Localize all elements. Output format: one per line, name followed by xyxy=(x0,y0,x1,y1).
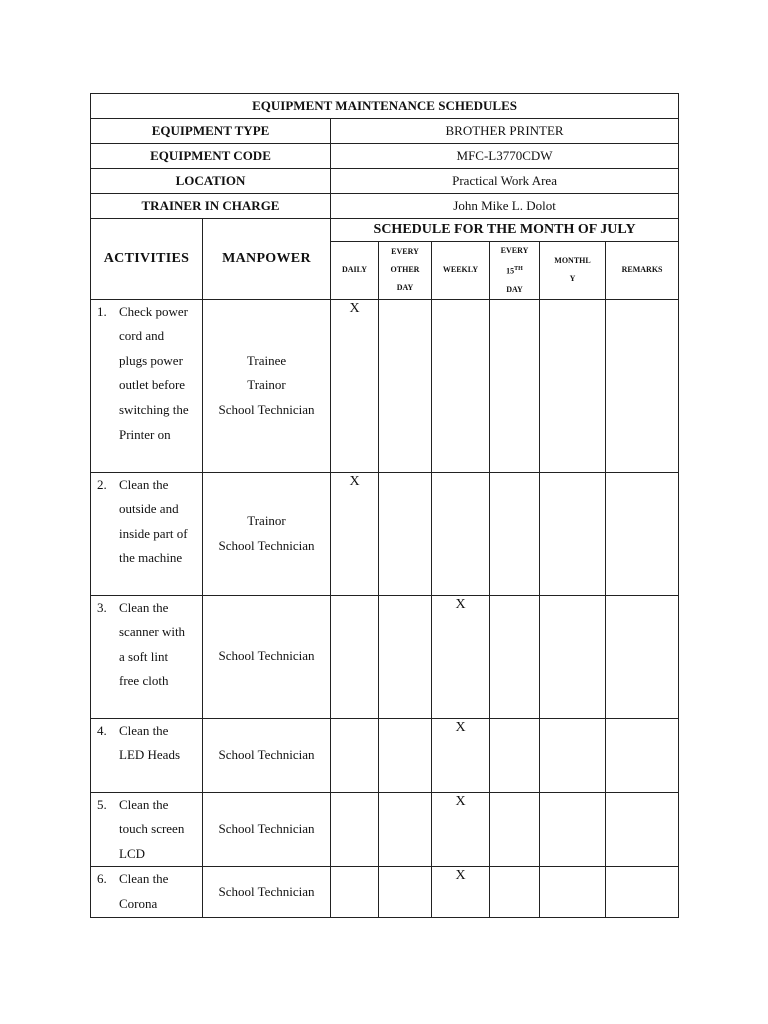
daily-cell xyxy=(331,299,379,472)
daily-cell xyxy=(331,718,379,792)
manpower-cell xyxy=(203,718,331,792)
location-label: LOCATION xyxy=(91,169,331,194)
equipment-code-label: EQUIPMENT CODE xyxy=(91,144,331,169)
every-15th-cell xyxy=(490,792,540,867)
manpower-cell xyxy=(203,867,331,917)
remarks-cell xyxy=(606,595,679,718)
trainer-value: John Mike L. Dolot xyxy=(331,194,679,219)
activity-line: scanner with xyxy=(119,624,186,640)
every-15th-cell xyxy=(490,472,540,595)
monthly-cell xyxy=(540,867,606,917)
monthly-cell xyxy=(540,792,606,867)
monthly-header: MONTHL Y xyxy=(540,242,606,300)
manpower-name: School Technician xyxy=(218,883,315,899)
activity-number: 2. xyxy=(97,476,107,492)
every-other-day-cell xyxy=(379,867,432,917)
daily-cell xyxy=(331,472,379,595)
manpower-name: School Technician xyxy=(218,821,315,837)
every-15th-cell xyxy=(490,718,540,792)
manpower-cell xyxy=(203,472,331,595)
activity-line: LED Heads xyxy=(119,747,181,763)
location-value: Practical Work Area xyxy=(331,169,679,194)
activity-line: outside and xyxy=(119,501,179,517)
remarks-cell xyxy=(606,299,679,472)
activity-number: 4. xyxy=(97,722,107,738)
manpower-name: Trainee xyxy=(246,352,287,368)
check-mark: X xyxy=(455,793,466,809)
schedule-header: SCHEDULE FOR THE MONTH OF JULY xyxy=(331,219,679,242)
check-mark: X xyxy=(455,868,466,884)
daily-cell xyxy=(331,792,379,867)
table-row xyxy=(91,718,679,792)
activity-line: Printer on xyxy=(119,426,171,442)
equipment-type-value: BROTHER PRINTER xyxy=(331,119,679,144)
check-mark: X xyxy=(455,719,466,735)
activity-text xyxy=(119,793,202,867)
manpower-cell xyxy=(203,792,331,867)
activity-text xyxy=(119,473,202,571)
manpower-header: MANPOWER xyxy=(203,219,331,300)
activity-line: Check power xyxy=(119,303,188,319)
activity-text xyxy=(119,300,202,448)
activity-cell xyxy=(91,472,203,595)
activity-number: 5. xyxy=(97,796,107,812)
weekly-header: WEEKLY xyxy=(432,242,490,300)
equipment-code-value: MFC-L3770CDW xyxy=(331,144,679,169)
monthly-cell xyxy=(540,718,606,792)
activity-line: inside part of xyxy=(119,525,188,541)
daily-cell xyxy=(331,595,379,718)
every-other-day-cell xyxy=(379,792,432,867)
activity-line: Corona xyxy=(119,896,158,912)
weekly-cell xyxy=(432,472,490,595)
daily-header: DAILY xyxy=(331,242,379,300)
manpower-cell xyxy=(203,595,331,718)
manpower-name: Trainor xyxy=(247,377,286,393)
manpower-name: School Technician xyxy=(218,537,315,553)
activity-line: Clean the xyxy=(119,599,169,615)
activity-number: 3. xyxy=(97,599,107,615)
every-15th-cell xyxy=(490,595,540,718)
activity-line: outlet before xyxy=(119,377,186,393)
table-row xyxy=(91,299,679,472)
activity-line: LCD xyxy=(119,845,145,861)
activity-line: Clean the xyxy=(119,871,169,887)
remarks-cell xyxy=(606,718,679,792)
every-other-day-cell xyxy=(379,299,432,472)
monthly-cell xyxy=(540,595,606,718)
every-other-day-cell xyxy=(379,595,432,718)
trainer-label: TRAINER IN CHARGE xyxy=(91,194,331,219)
daily-cell xyxy=(331,867,379,917)
table-row xyxy=(91,867,679,917)
activity-line: touch screen xyxy=(119,821,185,837)
activity-cell xyxy=(91,792,203,867)
weekly-cell xyxy=(432,299,490,472)
equipment-type-label: EQUIPMENT TYPE xyxy=(91,119,331,144)
remarks-cell xyxy=(606,792,679,867)
manpower-name: School Technician xyxy=(218,746,315,762)
every-other-day-header: EVERY OTHER DAY xyxy=(379,242,432,300)
activity-cell xyxy=(91,595,203,718)
activity-line: Clean the xyxy=(119,722,169,738)
table-row xyxy=(91,472,679,595)
weekly-cell xyxy=(432,867,490,917)
activity-number: 6. xyxy=(97,871,107,887)
remarks-cell xyxy=(606,472,679,595)
every-15th-day-header: EVERY 15TH DAY xyxy=(490,242,540,300)
manpower-name: School Technician xyxy=(218,401,315,417)
activity-line: switching the xyxy=(119,402,189,418)
weekly-cell xyxy=(432,792,490,867)
check-mark: X xyxy=(455,596,466,612)
activity-line: free cloth xyxy=(119,673,169,689)
activity-cell xyxy=(91,867,203,917)
activity-line: cord and xyxy=(119,328,165,344)
check-mark: X xyxy=(349,300,360,316)
activity-text xyxy=(119,719,202,768)
weekly-cell xyxy=(432,718,490,792)
activity-text xyxy=(119,867,202,916)
activity-text xyxy=(119,596,202,694)
manpower-cell xyxy=(203,299,331,472)
document-title: EQUIPMENT MAINTENANCE SCHEDULES xyxy=(91,94,679,119)
monthly-cell xyxy=(540,472,606,595)
check-mark: X xyxy=(349,473,360,489)
activity-line: plugs power xyxy=(119,352,183,368)
every-other-day-cell xyxy=(379,472,432,595)
activity-line: the machine xyxy=(119,550,183,566)
table-row xyxy=(91,595,679,718)
manpower-name: Trainor xyxy=(247,513,286,529)
every-15th-cell xyxy=(490,299,540,472)
activities-header: ACTIVITIES xyxy=(91,219,203,300)
activity-number: 1. xyxy=(97,303,107,319)
weekly-cell xyxy=(432,595,490,718)
activity-cell xyxy=(91,718,203,792)
maintenance-schedule-table xyxy=(90,93,679,918)
remarks-header: REMARKS xyxy=(606,242,679,300)
table-row xyxy=(91,792,679,867)
manpower-name: School Technician xyxy=(218,648,315,664)
activity-cell xyxy=(91,299,203,472)
activity-line: a soft lint xyxy=(119,648,169,664)
monthly-cell xyxy=(540,299,606,472)
activity-line: Clean the xyxy=(119,796,169,812)
activity-line: Clean the xyxy=(119,476,169,492)
every-other-day-cell xyxy=(379,718,432,792)
remarks-cell xyxy=(606,867,679,917)
every-15th-cell xyxy=(490,867,540,917)
